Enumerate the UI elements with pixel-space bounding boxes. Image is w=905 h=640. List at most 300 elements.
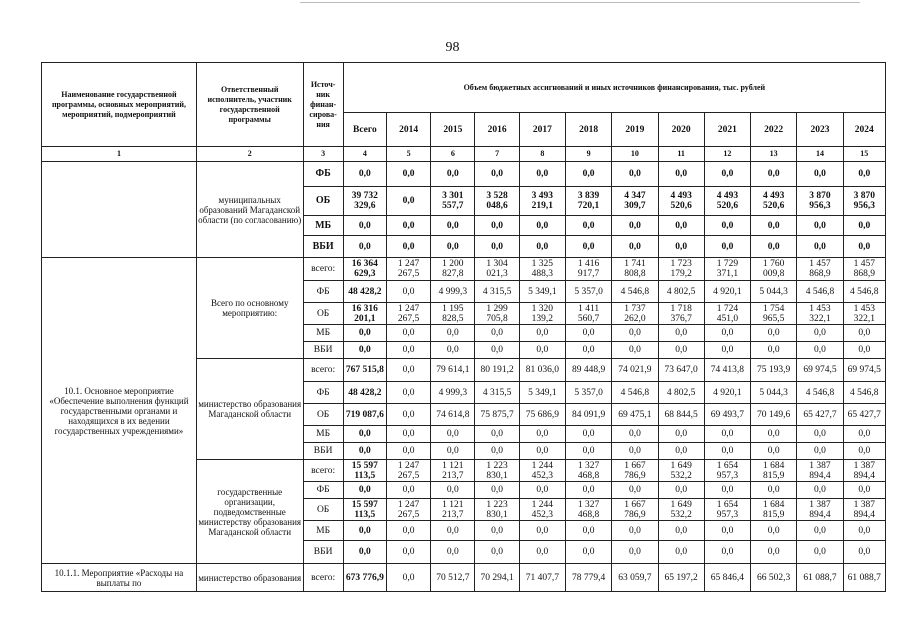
amount-cell: 4 920,1 xyxy=(704,382,750,404)
amount-cell: 0,0 xyxy=(343,342,386,359)
amount-cell: 0,0 xyxy=(343,443,386,460)
amount-cell: 0,0 xyxy=(386,443,430,460)
header-year: 2021 xyxy=(704,113,750,147)
column-number: 6 xyxy=(431,147,475,162)
amount-cell: 1 760 009,8 xyxy=(751,258,797,281)
amount-cell: 4 546,8 xyxy=(797,382,843,404)
amount-cell: 1 457 868,9 xyxy=(797,258,843,281)
amount-cell: 1 718 376,7 xyxy=(658,303,704,325)
amount-cell: 0,0 xyxy=(565,342,611,359)
header-year: 2023 xyxy=(797,113,843,147)
amount-cell: 75 875,7 xyxy=(475,404,519,426)
amount-cell: 1 654 957,3 xyxy=(704,499,750,521)
column-number: 13 xyxy=(751,147,797,162)
amount-cell: 0,0 xyxy=(751,216,797,236)
amount-cell: 39 732 329,6 xyxy=(343,187,386,216)
amount-cell: 69 974,5 xyxy=(843,359,885,382)
amount-cell: 69 475,1 xyxy=(612,404,658,426)
amount-cell: 0,0 xyxy=(386,359,430,382)
amount-cell: 0,0 xyxy=(704,426,750,443)
program-cell-empty xyxy=(42,162,197,258)
amount-cell: 1 327 468,8 xyxy=(565,499,611,521)
amount-cell: 0,0 xyxy=(612,482,658,499)
amount-cell: 0,0 xyxy=(565,443,611,460)
amount-cell: 66 502,3 xyxy=(751,564,797,592)
executor-ministry: министерство образования Магаданской области xyxy=(196,359,303,460)
amount-cell: 0,0 xyxy=(658,162,704,187)
header-year: Всего xyxy=(343,113,386,147)
amount-cell: 78 779,4 xyxy=(565,564,611,592)
funding-source: всего: xyxy=(303,359,343,382)
amount-cell: 0,0 xyxy=(475,342,519,359)
amount-cell: 4 802,5 xyxy=(658,281,704,303)
amount-cell: 74 021,9 xyxy=(612,359,658,382)
amount-cell: 84 091,9 xyxy=(565,404,611,426)
amount-cell: 0,0 xyxy=(386,342,430,359)
amount-cell: 4 920,1 xyxy=(704,281,750,303)
amount-cell: 0,0 xyxy=(475,482,519,499)
amount-cell: 4 493 520,6 xyxy=(658,187,704,216)
amount-cell: 0,0 xyxy=(751,325,797,342)
amount-cell: 0,0 xyxy=(475,443,519,460)
funding-source: ФБ xyxy=(303,162,343,187)
amount-cell: 1 304 021,3 xyxy=(475,258,519,281)
amount-cell: 0,0 xyxy=(343,162,386,187)
column-number: 8 xyxy=(519,147,565,162)
amount-cell: 0,0 xyxy=(704,482,750,499)
amount-cell: 0,0 xyxy=(519,521,565,541)
amount-cell: 1 247 267,5 xyxy=(386,460,430,482)
amount-cell: 0,0 xyxy=(431,426,475,443)
funding-source: ВБИ xyxy=(303,342,343,359)
amount-cell: 0,0 xyxy=(519,342,565,359)
amount-cell: 0,0 xyxy=(565,216,611,236)
funding-source: ФБ xyxy=(303,382,343,404)
top-rule xyxy=(300,2,860,3)
amount-cell: 0,0 xyxy=(658,342,704,359)
header-funding: Объем бюджетных ассигнований и иных источников финансирования, тыс. рублей xyxy=(343,63,885,113)
amount-cell: 0,0 xyxy=(386,382,430,404)
amount-cell: 1 223 830,1 xyxy=(475,460,519,482)
amount-cell: 0,0 xyxy=(751,482,797,499)
amount-cell: 1 729 371,1 xyxy=(704,258,750,281)
amount-cell: 0,0 xyxy=(431,162,475,187)
amount-cell: 1 247 267,5 xyxy=(386,303,430,325)
amount-cell: 0,0 xyxy=(797,426,843,443)
amount-cell: 1 654 957,3 xyxy=(704,460,750,482)
amount-cell: 673 776,9 xyxy=(343,564,386,592)
amount-cell: 4 347 309,7 xyxy=(612,187,658,216)
amount-cell: 61 088,7 xyxy=(797,564,843,592)
amount-cell: 0,0 xyxy=(658,216,704,236)
header-program: Наименование государственной программы, основных мероприятий, мероприятий, подмероприятий xyxy=(42,63,197,147)
amount-cell: 69 493,7 xyxy=(704,404,750,426)
amount-cell: 4 546,8 xyxy=(612,281,658,303)
amount-cell: 0,0 xyxy=(704,443,750,460)
amount-cell: 0,0 xyxy=(843,236,885,258)
amount-cell: 70 294,1 xyxy=(475,564,519,592)
funding-source: ФБ xyxy=(303,482,343,499)
funding-source: ВБИ xyxy=(303,541,343,564)
amount-cell: 719 087,6 xyxy=(343,404,386,426)
amount-cell: 4 493 520,6 xyxy=(751,187,797,216)
amount-cell: 0,0 xyxy=(843,426,885,443)
amount-cell: 75 686,9 xyxy=(519,404,565,426)
amount-cell: 1 684 815,9 xyxy=(751,460,797,482)
amount-cell: 5 357,0 xyxy=(565,382,611,404)
amount-cell: 1 737 262,0 xyxy=(612,303,658,325)
amount-cell: 3 528 048,6 xyxy=(475,187,519,216)
amount-cell: 0,0 xyxy=(751,541,797,564)
amount-cell: 0,0 xyxy=(704,162,750,187)
amount-cell: 1 723 179,2 xyxy=(658,258,704,281)
amount-cell: 0,0 xyxy=(565,236,611,258)
amount-cell: 0,0 xyxy=(612,162,658,187)
funding-source: МБ xyxy=(303,325,343,342)
amount-cell: 0,0 xyxy=(343,426,386,443)
amount-cell: 4 493 520,6 xyxy=(704,187,750,216)
funding-source: всего: xyxy=(303,460,343,482)
amount-cell: 3 493 219,1 xyxy=(519,187,565,216)
amount-cell: 3 870 956,3 xyxy=(843,187,885,216)
amount-cell: 1 754 965,5 xyxy=(751,303,797,325)
amount-cell: 0,0 xyxy=(386,404,430,426)
amount-cell: 1 741 808,8 xyxy=(612,258,658,281)
amount-cell: 0,0 xyxy=(475,541,519,564)
amount-cell: 0,0 xyxy=(704,325,750,342)
amount-cell: 81 036,0 xyxy=(519,359,565,382)
amount-cell: 0,0 xyxy=(519,426,565,443)
amount-cell: 0,0 xyxy=(386,482,430,499)
funding-source: всего: xyxy=(303,564,343,592)
amount-cell: 0,0 xyxy=(519,162,565,187)
column-number: 14 xyxy=(797,147,843,162)
amount-cell: 0,0 xyxy=(431,216,475,236)
amount-cell: 74 413,8 xyxy=(704,359,750,382)
amount-cell: 4 999,3 xyxy=(431,382,475,404)
table-row xyxy=(42,258,886,281)
amount-cell: 1 320 139,2 xyxy=(519,303,565,325)
amount-cell: 0,0 xyxy=(475,162,519,187)
header-executor: Ответственный исполнитель, участник государственной программы xyxy=(196,63,303,147)
amount-cell: 0,0 xyxy=(519,216,565,236)
column-number: 3 xyxy=(303,147,343,162)
header-year: 2014 xyxy=(386,113,430,147)
amount-cell: 1 649 532,2 xyxy=(658,460,704,482)
amount-cell: 0,0 xyxy=(343,325,386,342)
amount-cell: 16 364 629,3 xyxy=(343,258,386,281)
amount-cell: 0,0 xyxy=(565,162,611,187)
amount-cell: 0,0 xyxy=(343,482,386,499)
header-year: 2024 xyxy=(843,113,885,147)
amount-cell: 0,0 xyxy=(343,236,386,258)
amount-cell: 1 724 451,0 xyxy=(704,303,750,325)
amount-cell: 89 448,9 xyxy=(565,359,611,382)
executor-ministry: министерство образования xyxy=(196,564,303,592)
executor-municipal: муниципальных образований Магаданской области (по согласованию) xyxy=(196,162,303,258)
amount-cell: 0,0 xyxy=(751,236,797,258)
amount-cell: 0,0 xyxy=(797,443,843,460)
amount-cell: 74 614,8 xyxy=(431,404,475,426)
amount-cell: 1 244 452,3 xyxy=(519,460,565,482)
amount-cell: 65 427,7 xyxy=(843,404,885,426)
amount-cell: 1 247 267,5 xyxy=(386,258,430,281)
table-row xyxy=(42,564,886,592)
amount-cell: 4 546,8 xyxy=(797,281,843,303)
amount-cell: 1 121 213,7 xyxy=(431,499,475,521)
funding-source: всего: xyxy=(303,258,343,281)
amount-cell: 0,0 xyxy=(658,521,704,541)
amount-cell: 68 844,5 xyxy=(658,404,704,426)
funding-source: ОБ xyxy=(303,499,343,521)
header-year: 2017 xyxy=(519,113,565,147)
amount-cell: 0,0 xyxy=(431,342,475,359)
amount-cell: 0,0 xyxy=(475,216,519,236)
amount-cell: 0,0 xyxy=(565,325,611,342)
amount-cell: 0,0 xyxy=(565,521,611,541)
amount-cell: 5 044,3 xyxy=(751,281,797,303)
amount-cell: 0,0 xyxy=(431,482,475,499)
amount-cell: 4 315,5 xyxy=(475,281,519,303)
amount-cell: 0,0 xyxy=(431,541,475,564)
amount-cell: 0,0 xyxy=(431,236,475,258)
amount-cell: 0,0 xyxy=(343,216,386,236)
amount-cell: 0,0 xyxy=(658,482,704,499)
amount-cell: 1 387 894,4 xyxy=(797,460,843,482)
amount-cell: 0,0 xyxy=(612,541,658,564)
amount-cell: 0,0 xyxy=(386,236,430,258)
amount-cell: 1 667 786,9 xyxy=(612,460,658,482)
amount-cell: 1 247 267,5 xyxy=(386,499,430,521)
amount-cell: 1 684 815,9 xyxy=(751,499,797,521)
funding-source: ВБИ xyxy=(303,236,343,258)
column-number: 12 xyxy=(704,147,750,162)
amount-cell: 4 546,8 xyxy=(612,382,658,404)
funding-source: МБ xyxy=(303,426,343,443)
amount-cell: 79 614,1 xyxy=(431,359,475,382)
amount-cell: 1 387 894,4 xyxy=(843,460,885,482)
amount-cell: 15 597 113,5 xyxy=(343,499,386,521)
amount-cell: 1 299 705,8 xyxy=(475,303,519,325)
amount-cell: 0,0 xyxy=(658,426,704,443)
amount-cell: 0,0 xyxy=(386,187,430,216)
funding-source: ВБИ xyxy=(303,443,343,460)
amount-cell: 65 846,4 xyxy=(704,564,750,592)
amount-cell: 0,0 xyxy=(431,443,475,460)
amount-cell: 767 515,8 xyxy=(343,359,386,382)
amount-cell: 0,0 xyxy=(797,236,843,258)
column-number: 5 xyxy=(386,147,430,162)
amount-cell: 0,0 xyxy=(704,521,750,541)
amount-cell: 71 407,7 xyxy=(519,564,565,592)
amount-cell: 1 387 894,4 xyxy=(843,499,885,521)
amount-cell: 65 197,2 xyxy=(658,564,704,592)
amount-cell: 0,0 xyxy=(658,541,704,564)
amount-cell: 73 647,0 xyxy=(658,359,704,382)
amount-cell: 0,0 xyxy=(565,541,611,564)
amount-cell: 0,0 xyxy=(565,426,611,443)
amount-cell: 4 546,8 xyxy=(843,382,885,404)
amount-cell: 0,0 xyxy=(843,162,885,187)
column-number: 2 xyxy=(196,147,303,162)
funding-source: МБ xyxy=(303,521,343,541)
amount-cell: 0,0 xyxy=(386,281,430,303)
amount-cell: 0,0 xyxy=(386,162,430,187)
amount-cell: 0,0 xyxy=(612,216,658,236)
amount-cell: 80 191,2 xyxy=(475,359,519,382)
amount-cell: 0,0 xyxy=(843,216,885,236)
activity-10-1-1-name: 10.1.1. Мероприятие «Расходы на выплаты по xyxy=(42,564,197,592)
amount-cell: 1 121 213,7 xyxy=(431,460,475,482)
amount-cell: 0,0 xyxy=(612,443,658,460)
column-number: 4 xyxy=(343,147,386,162)
amount-cell: 0,0 xyxy=(475,426,519,443)
header-source: Источ- ник финан- сирова- ния xyxy=(303,63,343,147)
amount-cell: 0,0 xyxy=(658,443,704,460)
amount-cell: 4 546,8 xyxy=(843,281,885,303)
amount-cell: 0,0 xyxy=(797,216,843,236)
amount-cell: 0,0 xyxy=(797,342,843,359)
header-year: 2022 xyxy=(751,113,797,147)
amount-cell: 63 059,7 xyxy=(612,564,658,592)
amount-cell: 4 999,3 xyxy=(431,281,475,303)
amount-cell: 1 223 830,1 xyxy=(475,499,519,521)
amount-cell: 0,0 xyxy=(843,541,885,564)
amount-cell: 1 200 827,8 xyxy=(431,258,475,281)
funding-source: ФБ xyxy=(303,281,343,303)
amount-cell: 0,0 xyxy=(843,482,885,499)
amount-cell: 0,0 xyxy=(475,521,519,541)
amount-cell: 0,0 xyxy=(843,325,885,342)
amount-cell: 1 387 894,4 xyxy=(797,499,843,521)
amount-cell: 3 301 557,7 xyxy=(431,187,475,216)
amount-cell: 4 802,5 xyxy=(658,382,704,404)
amount-cell: 0,0 xyxy=(704,342,750,359)
amount-cell: 0,0 xyxy=(612,342,658,359)
amount-cell: 1 453 322,1 xyxy=(797,303,843,325)
amount-cell: 0,0 xyxy=(343,541,386,564)
header-year: 2019 xyxy=(612,113,658,147)
amount-cell: 0,0 xyxy=(612,426,658,443)
amount-cell: 0,0 xyxy=(386,521,430,541)
amount-cell: 48 428,2 xyxy=(343,382,386,404)
table-row xyxy=(42,162,886,187)
amount-cell: 5 044,3 xyxy=(751,382,797,404)
amount-cell: 0,0 xyxy=(519,443,565,460)
amount-cell: 0,0 xyxy=(704,216,750,236)
amount-cell: 0,0 xyxy=(519,541,565,564)
amount-cell: 4 315,5 xyxy=(475,382,519,404)
amount-cell: 1 411 560,7 xyxy=(565,303,611,325)
amount-cell: 1 667 786,9 xyxy=(612,499,658,521)
amount-cell: 69 974,5 xyxy=(797,359,843,382)
amount-cell: 61 088,7 xyxy=(843,564,885,592)
amount-cell: 0,0 xyxy=(386,426,430,443)
amount-cell: 75 193,9 xyxy=(751,359,797,382)
amount-cell: 0,0 xyxy=(751,162,797,187)
amount-cell: 15 597 113,5 xyxy=(343,460,386,482)
column-number: 10 xyxy=(612,147,658,162)
amount-cell: 0,0 xyxy=(843,521,885,541)
amount-cell: 65 427,7 xyxy=(797,404,843,426)
amount-cell: 0,0 xyxy=(519,236,565,258)
amount-cell: 0,0 xyxy=(386,541,430,564)
header-year: 2018 xyxy=(565,113,611,147)
funding-source: ОБ xyxy=(303,303,343,325)
activity-10-1-name: 10.1. Основное мероприятие «Обеспечение выполнения функций государственными органами и находящихся в их ведении государственных учреждениями» xyxy=(42,258,197,564)
amount-cell: 1 195 828,5 xyxy=(431,303,475,325)
amount-cell: 0,0 xyxy=(612,236,658,258)
amount-cell: 5 349,1 xyxy=(519,281,565,303)
amount-cell: 0,0 xyxy=(612,521,658,541)
amount-cell: 0,0 xyxy=(519,325,565,342)
funding-source: ОБ xyxy=(303,404,343,426)
amount-cell: 0,0 xyxy=(386,216,430,236)
amount-cell: 1 457 868,9 xyxy=(843,258,885,281)
amount-cell: 0,0 xyxy=(797,541,843,564)
amount-cell: 5 349,1 xyxy=(519,382,565,404)
amount-cell: 1 453 322,1 xyxy=(843,303,885,325)
executor-organizations: государственные организации, подведомственные министерству образования Магаданской области xyxy=(196,460,303,564)
page-number: 98 xyxy=(445,40,460,55)
amount-cell: 70 149,6 xyxy=(751,404,797,426)
funding-table xyxy=(41,62,886,592)
column-number: 9 xyxy=(565,147,611,162)
amount-cell: 1 649 532,2 xyxy=(658,499,704,521)
amount-cell: 0,0 xyxy=(704,236,750,258)
amount-cell: 0,0 xyxy=(519,482,565,499)
amount-cell: 0,0 xyxy=(475,325,519,342)
amount-cell: 0,0 xyxy=(751,521,797,541)
amount-cell: 0,0 xyxy=(797,521,843,541)
amount-cell: 0,0 xyxy=(843,443,885,460)
amount-cell: 0,0 xyxy=(843,342,885,359)
column-number: 7 xyxy=(475,147,519,162)
amount-cell: 0,0 xyxy=(475,236,519,258)
amount-cell: 0,0 xyxy=(612,325,658,342)
amount-cell: 0,0 xyxy=(386,564,430,592)
executor-total: Всего по основному мероприятию: xyxy=(196,258,303,359)
amount-cell: 70 512,7 xyxy=(431,564,475,592)
column-number: 1 xyxy=(42,147,197,162)
amount-cell: 3 870 956,3 xyxy=(797,187,843,216)
amount-cell: 0,0 xyxy=(343,521,386,541)
amount-cell: 1 244 452,3 xyxy=(519,499,565,521)
amount-cell: 0,0 xyxy=(431,325,475,342)
amount-cell: 0,0 xyxy=(797,482,843,499)
header-year: 2015 xyxy=(431,113,475,147)
amount-cell: 1 416 917,7 xyxy=(565,258,611,281)
amount-cell: 0,0 xyxy=(565,482,611,499)
amount-cell: 16 316 201,1 xyxy=(343,303,386,325)
amount-cell: 5 357,0 xyxy=(565,281,611,303)
amount-cell: 0,0 xyxy=(431,521,475,541)
amount-cell: 0,0 xyxy=(751,342,797,359)
amount-cell: 1 325 488,3 xyxy=(519,258,565,281)
amount-cell: 0,0 xyxy=(658,236,704,258)
header-year: 2016 xyxy=(475,113,519,147)
funding-source: МБ xyxy=(303,216,343,236)
funding-source: ОБ xyxy=(303,187,343,216)
column-number: 11 xyxy=(658,147,704,162)
amount-cell: 0,0 xyxy=(704,541,750,564)
amount-cell: 0,0 xyxy=(658,325,704,342)
amount-cell: 0,0 xyxy=(386,325,430,342)
amount-cell: 48 428,2 xyxy=(343,281,386,303)
amount-cell: 0,0 xyxy=(751,426,797,443)
amount-cell: 0,0 xyxy=(751,443,797,460)
amount-cell: 3 839 720,1 xyxy=(565,187,611,216)
